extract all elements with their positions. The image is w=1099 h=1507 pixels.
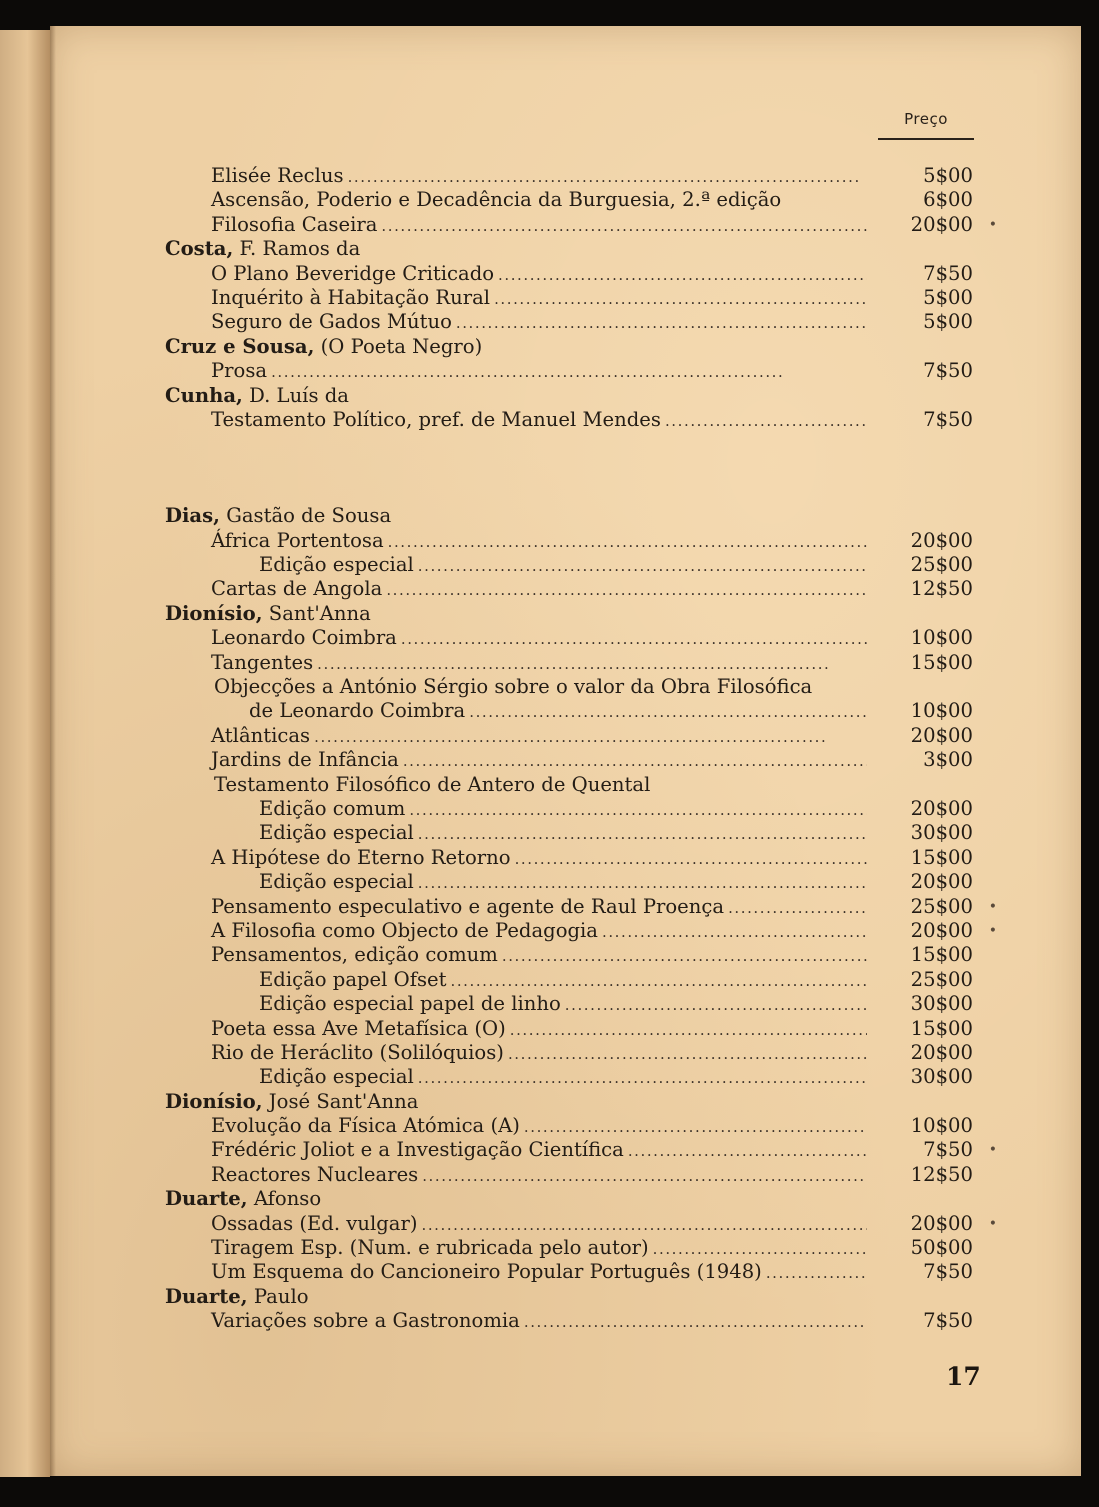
binding-shadow bbox=[50, 26, 56, 1476]
dot-leader bbox=[565, 993, 867, 1017]
author-surname: Dias, bbox=[165, 504, 220, 528]
book-title: Um Esquema do Cancioneiro Popular Português (1948) bbox=[211, 1260, 762, 1284]
book-title: Poeta essa Ave Metafísica (O) bbox=[211, 1016, 506, 1040]
author-surname: Dionísio, bbox=[165, 1089, 263, 1113]
dot-leader bbox=[456, 311, 867, 335]
price: 25$00 bbox=[910, 967, 973, 991]
price: 20$00 bbox=[910, 1211, 973, 1235]
catalog-entry bbox=[165, 870, 995, 894]
catalog-entry bbox=[165, 846, 995, 870]
catalog-entry bbox=[165, 724, 995, 748]
author-heading bbox=[165, 602, 995, 626]
price: 7$50 bbox=[923, 1309, 973, 1333]
author-heading bbox=[165, 335, 995, 359]
catalog-entry bbox=[165, 1309, 995, 1333]
price-header-rule bbox=[878, 138, 974, 140]
book-title: Pensamento especulativo e agente de Raul Proença bbox=[211, 894, 725, 918]
book-title: Testamento Político, pref. de Manuel Mendes bbox=[211, 407, 661, 431]
price: 30$00 bbox=[910, 992, 973, 1016]
dot-leader bbox=[665, 409, 867, 433]
page-number: 17 bbox=[946, 1362, 981, 1391]
author-given-name: (O Poeta Negro) bbox=[314, 334, 483, 358]
catalog-entry bbox=[165, 895, 995, 919]
author-given-name: José Sant'Anna bbox=[262, 1089, 419, 1113]
dot-leader bbox=[403, 749, 867, 773]
catalog-entry bbox=[165, 992, 995, 1016]
price: 12$50 bbox=[910, 577, 973, 601]
author-heading bbox=[165, 237, 995, 261]
catalog-entry bbox=[165, 164, 995, 188]
author-given-name: Gastão de Sousa bbox=[219, 504, 392, 528]
catalog-entry bbox=[165, 1114, 995, 1138]
book-title: Filosofia Caseira bbox=[211, 212, 378, 236]
catalog-entry bbox=[165, 1065, 995, 1089]
catalog-entry bbox=[165, 1163, 995, 1187]
price: 7$50 bbox=[923, 407, 973, 431]
book-title: Prosa bbox=[211, 359, 268, 383]
author-surname: Cruz e Sousa, bbox=[165, 334, 315, 358]
price: 30$00 bbox=[910, 1065, 973, 1089]
price: 50$00 bbox=[910, 1236, 973, 1260]
page-binding bbox=[0, 30, 50, 1477]
catalog-entry bbox=[165, 359, 995, 383]
catalog-entry bbox=[165, 797, 995, 821]
price: 7$50 bbox=[923, 359, 973, 383]
dot-leader bbox=[602, 920, 867, 944]
catalog-entry bbox=[165, 310, 995, 334]
dot-leader bbox=[418, 871, 867, 895]
price: 25$00 bbox=[910, 894, 973, 918]
price: 3$00 bbox=[923, 748, 973, 772]
dot-leader bbox=[469, 700, 867, 724]
dot-leader bbox=[422, 1213, 868, 1237]
book-title: Elisée Reclus bbox=[211, 164, 344, 187]
book-title: Variações sobre a Gastronomia bbox=[211, 1309, 520, 1333]
dot-leader bbox=[494, 287, 867, 311]
price: 15$00 bbox=[910, 845, 973, 869]
book-title: Edição especial bbox=[259, 1065, 414, 1089]
catalog-entry bbox=[165, 1212, 995, 1236]
author-given-name: Sant'Anna bbox=[262, 601, 371, 625]
book-title: Inquérito à Habitação Rural bbox=[211, 285, 491, 309]
margin-mark: • bbox=[988, 922, 997, 939]
catalog-entry bbox=[165, 1138, 995, 1162]
catalog-entry bbox=[165, 943, 995, 967]
book-title: Jardins de Infância bbox=[211, 748, 399, 772]
price: 5$00 bbox=[923, 285, 973, 309]
catalog-entry bbox=[165, 262, 995, 286]
dot-leader bbox=[524, 1115, 867, 1139]
book-title: Evolução da Física Atómica (A) bbox=[211, 1114, 520, 1138]
catalog-entry bbox=[165, 821, 995, 845]
book-title: Objecções a António Sérgio sobre o valor da Obra Filosófica bbox=[214, 675, 813, 699]
book-title: Edição especial bbox=[259, 821, 414, 845]
dot-leader bbox=[418, 554, 867, 578]
price: 7$50 bbox=[923, 261, 973, 285]
book-title: Seguro de Gados Mútuo bbox=[211, 310, 452, 334]
author-surname: Dionísio, bbox=[165, 601, 263, 625]
dot-leader bbox=[401, 627, 867, 651]
book-title: Cartas de Angola bbox=[211, 577, 383, 601]
author-given-name: F. Ramos da bbox=[233, 237, 361, 261]
dot-leader bbox=[348, 165, 867, 189]
dot-leader bbox=[418, 1066, 867, 1090]
catalog-entries bbox=[165, 164, 995, 1334]
book-title: Leonardo Coimbra bbox=[211, 626, 397, 650]
price: 10$00 bbox=[910, 1114, 973, 1138]
author-heading bbox=[165, 1187, 995, 1211]
dot-leader bbox=[515, 847, 867, 871]
title-line-continued bbox=[165, 675, 995, 699]
margin-mark: • bbox=[988, 1215, 997, 1232]
price: 20$00 bbox=[910, 1040, 973, 1064]
price: 20$00 bbox=[910, 528, 973, 552]
price: 20$00 bbox=[910, 723, 973, 747]
book-title: O Plano Beveridge Criticado bbox=[211, 261, 495, 285]
dot-leader bbox=[271, 360, 867, 384]
price: 20$00 bbox=[910, 796, 973, 820]
dot-leader bbox=[418, 822, 867, 846]
book-title: Atlânticas bbox=[211, 723, 311, 747]
catalog-entry bbox=[165, 626, 995, 650]
author-given-name: Afonso bbox=[247, 1187, 322, 1211]
catalog-entry bbox=[165, 408, 995, 432]
dot-leader bbox=[628, 1139, 867, 1163]
dot-leader bbox=[314, 725, 867, 749]
dot-leader bbox=[653, 1237, 867, 1261]
catalog-entry bbox=[165, 577, 995, 601]
price: 5$00 bbox=[923, 164, 973, 187]
dot-leader bbox=[451, 969, 868, 993]
dot-leader bbox=[381, 214, 867, 238]
catalog-entry bbox=[165, 529, 995, 553]
author-heading bbox=[165, 504, 995, 528]
author-given-name: D. Luís da bbox=[242, 383, 349, 407]
dot-leader bbox=[502, 944, 867, 968]
price: 20$00 bbox=[910, 212, 973, 236]
price: 20$00 bbox=[910, 870, 973, 894]
book-title: Reactores Nucleares bbox=[211, 1162, 419, 1186]
price: 7$50 bbox=[923, 1138, 973, 1162]
catalog-entry bbox=[165, 553, 995, 577]
dot-leader bbox=[728, 896, 867, 920]
margin-mark: • bbox=[988, 216, 997, 233]
dot-leader bbox=[524, 1310, 867, 1334]
price: 15$00 bbox=[910, 1016, 973, 1040]
dot-leader bbox=[386, 578, 867, 602]
dot-leader bbox=[498, 263, 867, 287]
price-column-header: Preço bbox=[904, 110, 948, 128]
author-heading bbox=[165, 384, 995, 408]
book-title: A Filosofia como Objecto de Pedagogia bbox=[211, 918, 598, 942]
price: 6$00 bbox=[923, 188, 973, 212]
price: 10$00 bbox=[910, 699, 973, 723]
author-surname: Duarte, bbox=[165, 1284, 248, 1308]
margin-mark: • bbox=[988, 1142, 997, 1159]
margin-mark: • bbox=[988, 898, 997, 915]
author-surname: Cunha, bbox=[165, 383, 243, 407]
author-heading bbox=[165, 1285, 995, 1309]
price: 15$00 bbox=[910, 943, 973, 967]
author-heading bbox=[165, 1090, 995, 1114]
book-title: Edição especial bbox=[259, 553, 414, 577]
catalog-entry bbox=[165, 1017, 995, 1041]
book-title: A Hipótese do Eterno Retorno bbox=[211, 845, 511, 869]
book-title: Tangentes bbox=[211, 650, 314, 674]
catalog-entry bbox=[165, 1041, 995, 1065]
author-surname: Costa, bbox=[165, 237, 234, 261]
price: 5$00 bbox=[923, 310, 973, 334]
catalog-entry bbox=[165, 188, 995, 212]
book-title: Testamento Filosófico de Antero de Quental bbox=[214, 772, 651, 796]
book-title: Pensamentos, edição comum bbox=[211, 943, 498, 967]
price: 25$00 bbox=[910, 553, 973, 577]
book-title: África Portentosa bbox=[211, 528, 384, 552]
author-given-name: Paulo bbox=[247, 1284, 309, 1308]
book-title: Rio de Heráclito (Solilóquios) bbox=[211, 1040, 504, 1064]
price: 15$00 bbox=[910, 650, 973, 674]
price: 30$00 bbox=[910, 821, 973, 845]
price: 20$00 bbox=[910, 918, 973, 942]
book-title: Ossadas (Ed. vulgar) bbox=[211, 1211, 418, 1235]
book-title: Tiragem Esp. (Num. e rubricada pelo autor) bbox=[211, 1236, 649, 1260]
author-surname: Duarte, bbox=[165, 1187, 248, 1211]
section-gap bbox=[165, 432, 995, 504]
dot-leader bbox=[409, 798, 867, 822]
title-line-continued bbox=[165, 773, 995, 797]
price: 7$50 bbox=[923, 1260, 973, 1284]
dot-leader bbox=[510, 1018, 867, 1042]
catalog-entry bbox=[165, 968, 995, 992]
book-title: Edição papel Ofset bbox=[259, 967, 447, 991]
book-title: Frédéric Joliot e a Investigação Científica bbox=[211, 1138, 624, 1162]
catalog-entry bbox=[165, 748, 995, 772]
book-title: Edição especial bbox=[259, 870, 414, 894]
dot-leader bbox=[508, 1042, 867, 1066]
price: 10$00 bbox=[910, 626, 973, 650]
book-title: Edição especial papel de linho bbox=[259, 992, 561, 1016]
catalog-entry bbox=[165, 286, 995, 310]
dot-leader bbox=[422, 1164, 867, 1188]
catalog-entry bbox=[165, 651, 995, 675]
catalog-entry bbox=[165, 213, 995, 237]
catalog-entry bbox=[165, 1236, 995, 1260]
dot-leader bbox=[388, 530, 867, 554]
catalog-entry bbox=[165, 699, 995, 723]
price: 12$50 bbox=[910, 1162, 973, 1186]
book-title: de Leonardo Coimbra bbox=[249, 699, 466, 723]
book-title: Edição comum bbox=[259, 796, 406, 820]
dot-leader bbox=[317, 652, 867, 676]
catalog-entry bbox=[165, 919, 995, 943]
catalog-entry bbox=[165, 1260, 995, 1284]
dot-leader bbox=[766, 1261, 867, 1285]
book-title: Ascensão, Poderio e Decadência da Burguesia, 2.ª edição bbox=[211, 188, 782, 212]
